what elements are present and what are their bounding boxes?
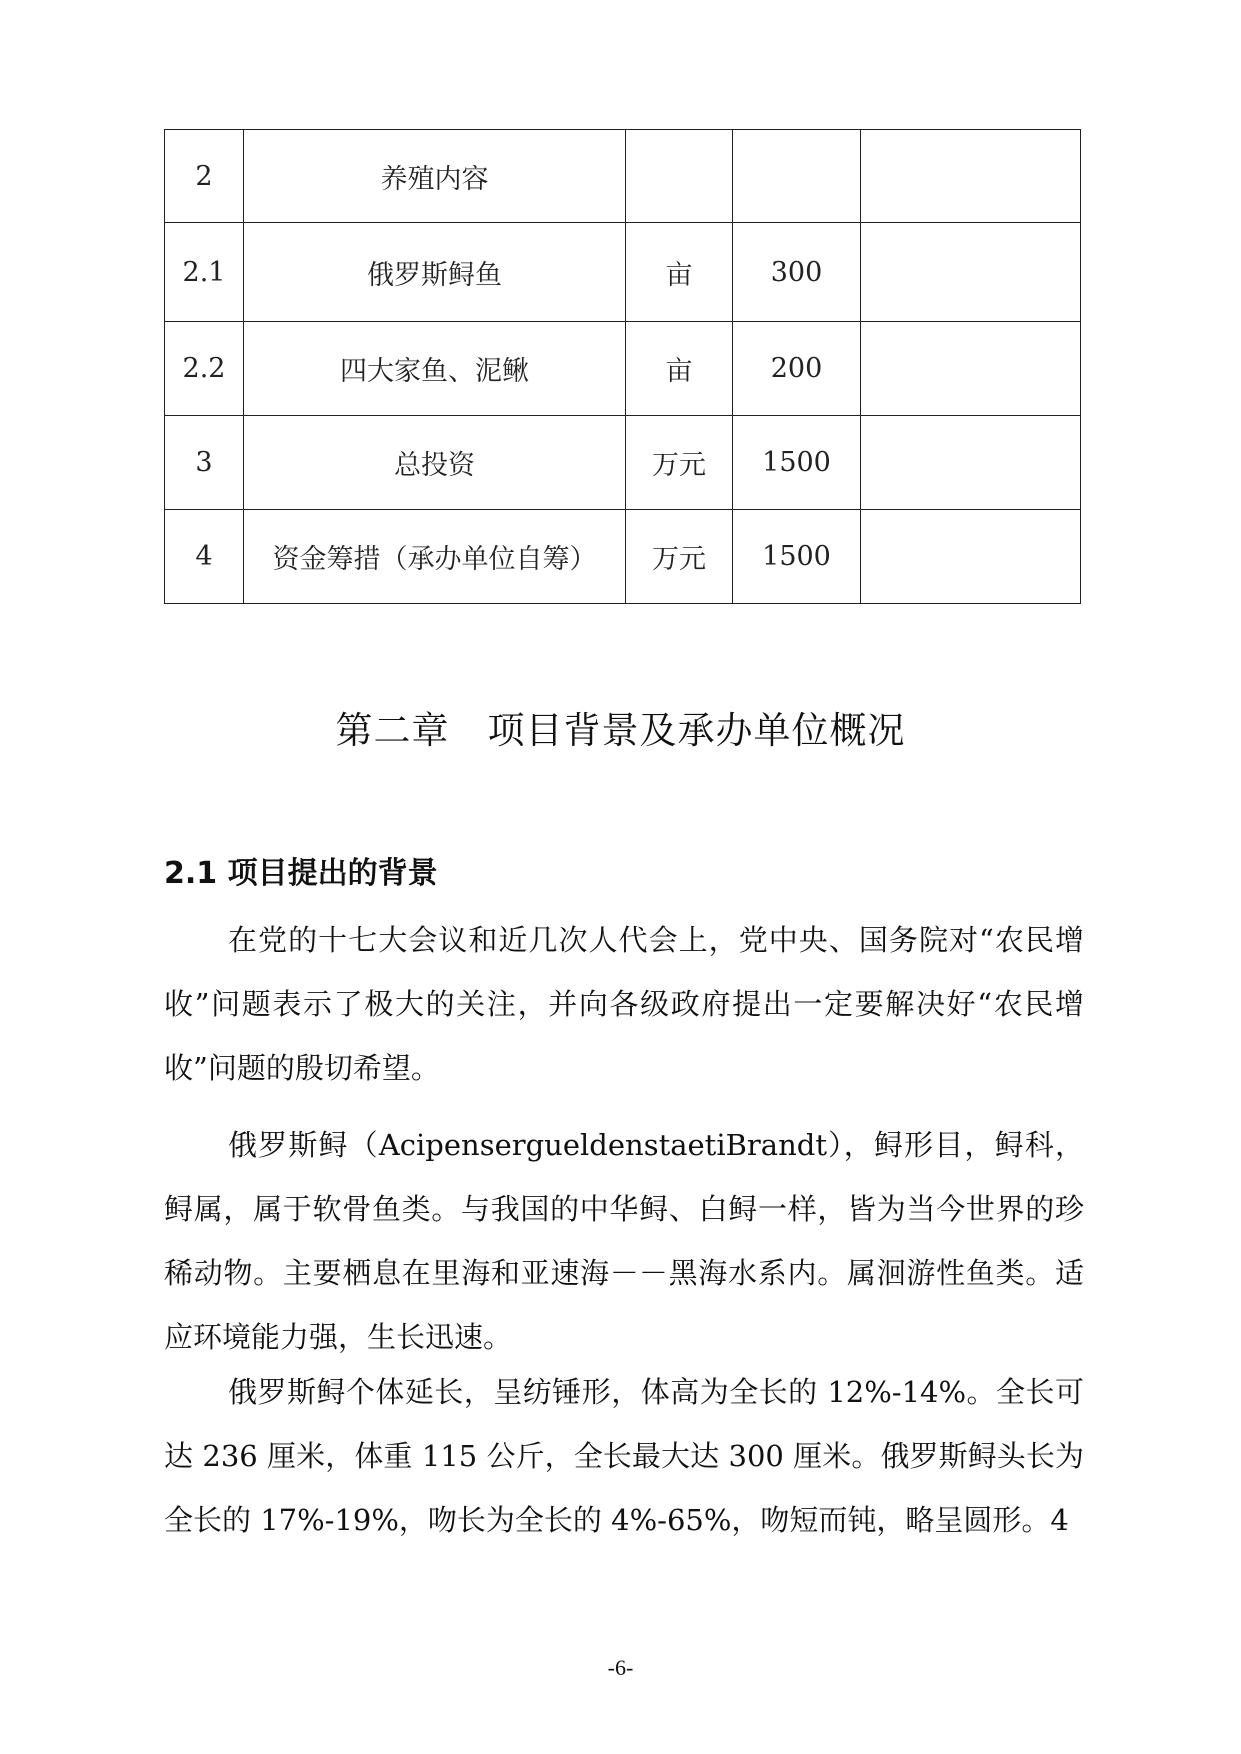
- table-row: [165, 510, 1081, 604]
- table-cell-remark: [861, 416, 1081, 510]
- table-cell-unit: 万元: [626, 416, 733, 510]
- table-cell-remark: [861, 223, 1081, 322]
- table-cell-unit: 亩: [626, 322, 733, 416]
- table-cell-no: 4: [165, 510, 244, 604]
- table-cell-no: 2: [165, 130, 244, 223]
- table-cell-item: 俄罗斯鲟鱼: [244, 223, 626, 322]
- table-cell-unit: 万元: [626, 510, 733, 604]
- project-summary-table: [164, 129, 1081, 604]
- table-cell-item: 总投资: [244, 416, 626, 510]
- table-cell-quantity: 200: [733, 322, 861, 416]
- table-cell-remark: [861, 322, 1081, 416]
- table-cell-no: 2.1: [165, 223, 244, 322]
- table-cell-no: 3: [165, 416, 244, 510]
- table-cell-quantity: 300: [733, 223, 861, 322]
- table-cell-item: 养殖内容: [244, 130, 626, 223]
- table-cell-unit: 亩: [626, 223, 733, 322]
- table-row: [165, 322, 1081, 416]
- table-cell-unit: [626, 130, 733, 223]
- table-cell-quantity: 1500: [733, 510, 861, 604]
- chapter-title: 第二章 项目背景及承办单位概况: [335, 709, 906, 752]
- table-cell-remark: [861, 130, 1081, 223]
- page-number: -6-: [607, 1655, 634, 1680]
- table-cell-item: 四大家鱼、泥鳅: [244, 322, 626, 416]
- section-title: 2.1 项目提出的背景: [164, 856, 438, 891]
- table-row: [165, 130, 1081, 223]
- table-row: [165, 416, 1081, 510]
- table-cell-quantity: [733, 130, 861, 223]
- table-cell-item: 资金筹措（承办单位自筹）: [244, 510, 626, 604]
- body-paragraph: 俄罗斯鲟个体延长，呈纺锤形，体高为全长的 12%-14%。全长可达 236 厘米，体重 115 公斤，全长最大达 300 厘米。俄罗斯鲟头长为全长的 17%-19%，吻长为全长的 4%-65%，吻短而钝，略呈圆形。4: [164, 1375, 1084, 1537]
- body-paragraph: 在党的十七大会议和近几次人代会上，党中央、国务院对“农民增收”问题表示了极大的关注，并向各级政府提出一定要解决好“农民增收”问题的殷切希望。: [164, 923, 1084, 1085]
- table-cell-no: 2.2: [165, 322, 244, 416]
- body-paragraph: 俄罗斯鲟（AcipensergueldenstaetiBrandt），鲟形目，鲟科，鲟属，属于软骨鱼类。与我国的中华鲟、白鲟一样，皆为当今世界的珍稀动物。主要栖息在里海和亚速海－－黑海水系内。属洄游性鱼类。适应环境能力强，生长迅速。: [164, 1128, 1084, 1354]
- table-cell-remark: [861, 510, 1081, 604]
- table-row: [165, 223, 1081, 322]
- table-cell-quantity: 1500: [733, 416, 861, 510]
